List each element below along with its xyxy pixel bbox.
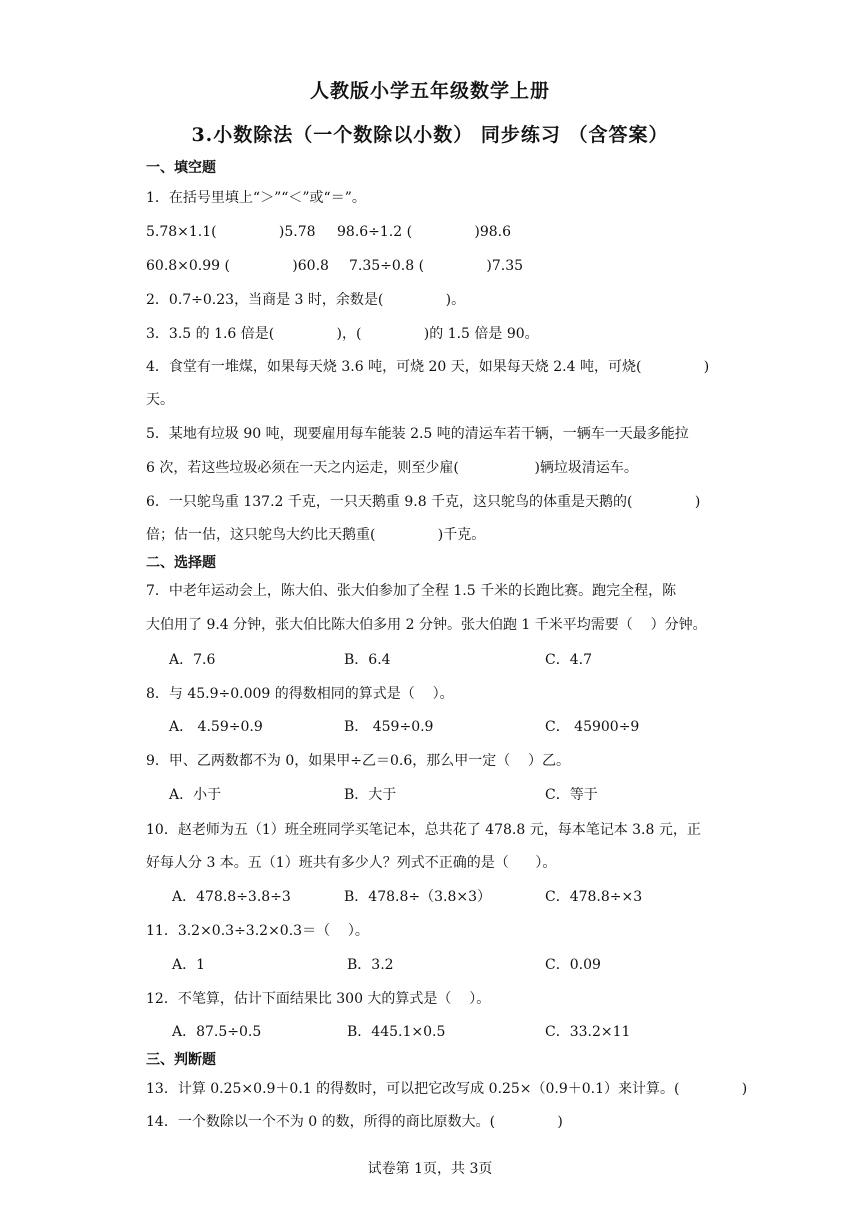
question-1-item-c: 60.8×0.99 ( )60.8 <box>146 258 329 274</box>
section-judge-heading: 三、判断题 <box>146 1052 216 1068</box>
question-11-option-b: B．3.2 <box>347 957 394 973</box>
question-11-option-c: C．0.09 <box>545 957 601 973</box>
question-7-line-1: 7．中老年运动会上，陈大伯、张大伯参加了全程 1.5 千米的长跑比赛。跑完全程，陈 <box>146 583 677 599</box>
question-1-stem: 1．在括号里填上“＞”“＜”或“＝”。 <box>146 190 366 206</box>
question-1-item-d: 7.35÷0.8 ( )7.35 <box>349 258 524 274</box>
question-14: 14．一个数除以一个不为 0 的数，所得的商比原数大。( ) <box>146 1114 563 1130</box>
question-7-option-a: A．7.6 <box>169 652 216 668</box>
question-13: 13．计算 0.25×0.9＋0.1 的得数时，可以把它改写成 0.25×（0.9＋0.1）来计算。( ) <box>146 1081 748 1097</box>
question-12-stem: 12．不笔算，估计下面结果比 300 大的算式是（ ）。 <box>146 991 491 1007</box>
question-2: 2．0.7÷0.23，当商是 3 时，余数是( )。 <box>146 292 466 308</box>
question-10-line-2: 好每人分 3 本。五（1）班共有多少人？列式不正确的是（ ）。 <box>146 855 557 871</box>
question-5-line-2: 6 次，若这些垃圾必须在一天之内运走，则至少雇( )辆垃圾清运车。 <box>146 460 638 476</box>
question-7-option-b: B．6.4 <box>344 652 391 668</box>
question-10-option-b: B．478.8÷（3.8×3） <box>344 889 491 905</box>
page-footer: 试卷第 1页，共 3页 <box>367 1161 493 1177</box>
question-7-option-c: C．4.7 <box>545 652 592 668</box>
question-4-line-2: 天。 <box>146 392 174 408</box>
question-1-item-b: 98.6÷1.2 ( )98.6 <box>337 224 512 240</box>
question-12-option-b: B．445.1×0.5 <box>347 1024 446 1040</box>
question-1-item-a: 5.78×1.1( )5.78 <box>146 224 316 240</box>
question-12-option-a: A．87.5÷0.5 <box>172 1024 262 1040</box>
question-9-option-b: B．大于 <box>344 787 397 803</box>
question-11-option-a: A．1 <box>172 957 206 973</box>
question-8-stem: 8．与 45.9÷0.009 的得数相同的算式是（ ）。 <box>146 686 454 702</box>
question-10-option-a: A．478.8÷3.8÷3 <box>172 889 291 905</box>
question-6-line-2: 倍；估一估，这只鸵鸟大约比天鹅重( )千克。 <box>146 527 486 543</box>
section-choice-heading: 二、选择题 <box>146 555 216 571</box>
document-title: 人教版小学五年级数学上册 <box>309 80 550 102</box>
section-fill-heading: 一、填空题 <box>146 160 216 176</box>
question-8-option-c: C． 45900÷9 <box>545 719 640 735</box>
question-4-line-1: 4．食堂有一堆煤，如果每天烧 3.6 吨，可烧 20 天，如果每天烧 2.4 吨，可烧( ) <box>146 359 710 375</box>
question-9-option-c: C．等于 <box>545 787 598 803</box>
document-subtitle: 3.小数除法（一个数除以小数） 同步练习 （含答案） <box>191 124 669 146</box>
question-6-line-1: 6．一只鸵鸟重 137.2 千克，一只天鹅重 9.8 千克，这只鸵鸟的体重是天鹅的( ) <box>146 494 701 510</box>
question-9-stem: 9．甲、乙两数都不为 0，如果甲÷乙＝0.6，那么甲一定（ ）乙。 <box>146 753 571 769</box>
question-8-option-a: A． 4.59÷0.9 <box>169 719 263 735</box>
question-7-line-2: 大伯用了 9.4 分钟，张大伯比陈大伯多用 2 分钟。张大伯跑 1 千米平均需要（ ）分钟。 <box>146 617 707 633</box>
question-11-stem: 11．3.2×0.3÷3.2×0.3＝（ ）。 <box>146 923 369 939</box>
question-5-line-1: 5．某地有垃圾 90 吨，现要雇用每车能装 2.5 吨的清运车若干辆，一辆车一天最多能拉 <box>146 426 689 442</box>
question-10-line-1: 10．赵老师为五（1）班全班同学买笔记本，总共花了 478.8 元，每本笔记本 3.8 元，正 <box>146 822 701 838</box>
question-10-option-c: C．478.8÷×3 <box>545 889 643 905</box>
question-12-option-c: C．33.2×11 <box>545 1024 631 1040</box>
question-9-option-a: A．小于 <box>169 787 222 803</box>
question-3: 3．3.5 的 1.6 倍是( )，( )的 1.5 倍是 90。 <box>146 326 539 342</box>
question-8-option-b: B． 459÷0.9 <box>344 719 434 735</box>
